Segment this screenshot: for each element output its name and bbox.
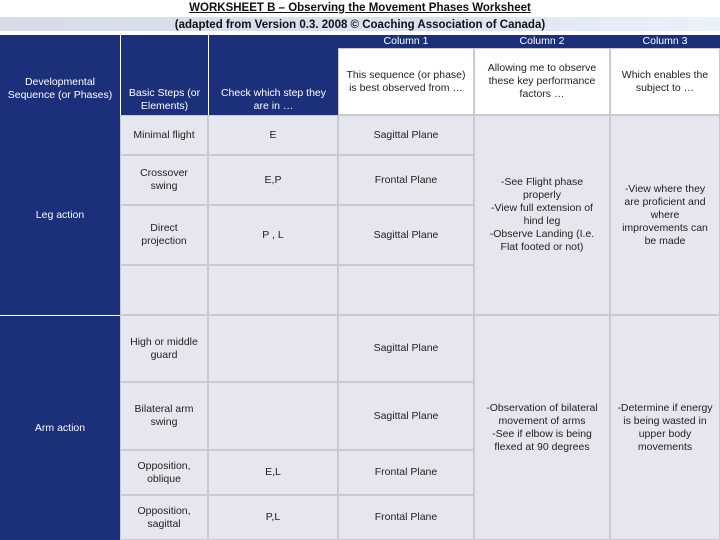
- leg-check-1-text: E,P: [264, 173, 282, 186]
- arm-check-2[interactable]: [208, 450, 338, 495]
- leg-check-1[interactable]: [208, 155, 338, 205]
- column-2-label: Column 2: [519, 35, 565, 47]
- arm-plane-1: [338, 382, 474, 450]
- arm-plane-0: [338, 315, 474, 382]
- arm-check-2-text: E,L: [265, 466, 281, 478]
- leg-step-0: [120, 115, 208, 155]
- arm-step-1: [120, 382, 208, 450]
- leg-check-0[interactable]: [208, 115, 338, 155]
- leg-action-label-cell: [0, 115, 120, 315]
- col1-header-cell: [338, 48, 474, 115]
- col3-header-cell: [610, 48, 720, 115]
- leg-step-3: [120, 265, 208, 315]
- leg-col3-cell: [610, 115, 720, 315]
- check-step-label: Check which step they are in …: [220, 87, 327, 112]
- page-title: [0, 0, 720, 36]
- column-1-label: Column 1: [383, 35, 429, 47]
- arm-step-2-text: Opposition, oblique: [137, 459, 191, 485]
- arm-step-0-text: High or middle guard: [130, 335, 198, 361]
- arm-plane-0-text: Sagittal Plane: [373, 342, 439, 354]
- arm-check-0[interactable]: [208, 315, 338, 382]
- arm-check-3[interactable]: [208, 495, 338, 540]
- leg-check-2-text: P , L: [262, 228, 284, 241]
- check-step-header: [208, 35, 338, 115]
- leg-plane-2-text: Sagittal Plane: [373, 228, 439, 241]
- leg-col2-cell: [474, 115, 610, 315]
- leg-plane-2: [338, 205, 474, 265]
- dev-seq-label: Developmental Sequence (or Phases): [7, 76, 113, 101]
- arm-plane-1-text: Sagittal Plane: [373, 409, 439, 422]
- arm-action-label-cell: [0, 315, 120, 540]
- leg-col3-text: -View where they are proficient and where improvements can be made: [622, 182, 708, 247]
- column-3-label: Column 3: [642, 35, 688, 47]
- basic-steps-label: Basic Steps (or Elements): [128, 87, 201, 112]
- arm-plane-3: [338, 495, 474, 540]
- column-3-bar: [610, 35, 720, 48]
- arm-step-0: [120, 315, 208, 382]
- arm-check-3-text: P,L: [265, 511, 281, 523]
- leg-check-0-text: E: [269, 128, 277, 141]
- dev-seq-header: [0, 35, 120, 115]
- leg-check-2[interactable]: [208, 205, 338, 265]
- col2-header-text: Allowing me to observe these key performance factors …: [487, 62, 597, 100]
- title-line-1: WORKSHEET B – Observing the Movement Phases Worksheet: [189, 2, 531, 14]
- arm-col2-text: -Observation of bilateral movement of arms -See if elbow is being flexed at 90 degrees: [486, 401, 598, 453]
- leg-step-2: [120, 205, 208, 265]
- leg-check-3[interactable]: [208, 265, 338, 315]
- basic-steps-header: [120, 35, 208, 115]
- col1-header-text: This sequence (or phase) is best observed from …: [346, 68, 466, 94]
- worksheet-table: [0, 35, 720, 540]
- arm-plane-2: [338, 450, 474, 495]
- leg-plane-1-text: Frontal Plane: [374, 173, 438, 186]
- arm-step-2: [120, 450, 208, 495]
- arm-col2-cell: [474, 315, 610, 540]
- leg-action-label: Leg action: [35, 208, 85, 221]
- arm-step-1-text: Bilateral arm swing: [134, 403, 194, 428]
- arm-action-label: Arm action: [34, 421, 86, 434]
- arm-col3-cell: [610, 315, 720, 540]
- leg-plane-0: [338, 115, 474, 155]
- leg-plane-1: [338, 155, 474, 205]
- arm-plane-2-text: Frontal Plane: [374, 466, 438, 478]
- leg-step-1: [120, 155, 208, 205]
- leg-col2-text: -See Flight phase properly -View full extension of hind leg -Observe Landing (I.e. Flat footed or not): [489, 176, 595, 253]
- column-1-bar: [338, 35, 474, 48]
- column-2-bar: [474, 35, 610, 48]
- arm-step-3: [120, 495, 208, 540]
- leg-step-0-text: Minimal flight: [133, 128, 195, 141]
- leg-plane-0-text: Sagittal Plane: [373, 128, 439, 141]
- arm-plane-3-text: Frontal Plane: [374, 511, 438, 523]
- arm-check-1[interactable]: [208, 382, 338, 450]
- leg-step-1-text: Crossover swing: [140, 167, 188, 192]
- leg-plane-3: [338, 265, 474, 315]
- leg-step-2-text: Direct projection: [141, 222, 187, 247]
- col2-header-cell: [474, 48, 610, 115]
- arm-step-3-text: Opposition, sagittal: [137, 504, 191, 530]
- arm-col3-text: -Determine if energy is being wasted in upper body movements: [617, 401, 713, 453]
- col3-header-text: Which enables the subject to …: [621, 68, 709, 94]
- title-line-2: (adapted from Version 0.3. 2008 © Coaching Association of Canada): [174, 19, 546, 31]
